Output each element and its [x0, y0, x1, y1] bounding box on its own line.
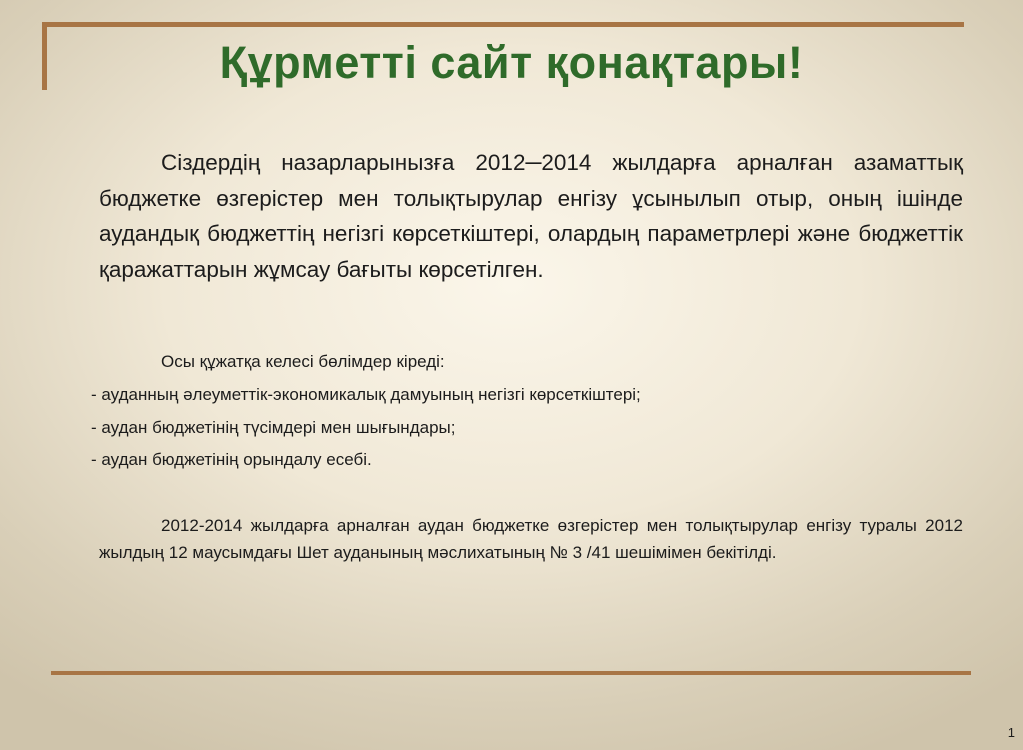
contents-heading: Осы құжатқа келесі бөлімдер кіреді:: [161, 352, 445, 371]
section-item: - аудан бюджетінің орындалу есебі.: [91, 450, 372, 469]
section-item: - аудан бюджетінің түсімдері мен шығындары;: [91, 417, 456, 437]
frame-bottom-line: [51, 671, 971, 675]
intro-paragraph: Сіздердің назарларынызға 2012─2014 жылдарға арналған азаматтық бюджетке өзгерістер мен толықтырулар енгізу ұсынылып отыр, оның ішінде аудандық бюджеттің негізгі көрсеткіштері, олардың параметрлері және бюджеттік қаражаттарын жұмсау бағыты көрсетілген.: [99, 150, 963, 282]
frame-top-line: [42, 22, 964, 27]
slide-title: Құрметті сайт қонақтары!: [219, 37, 804, 88]
page-number: 1: [1007, 725, 1015, 740]
approval-paragraph: 2012-2014 жылдарға арналған аудан бюджетке өзгерістер мен толықтырулар енгізу туралы 2012 жылдың 12 маусымдағы Шет ауданының мәслихатының № 3 /41 шешімімен бекітілді.: [99, 516, 963, 562]
section-list: [91, 384, 641, 482]
section-item: - ауданның әлеуметтік-экономикалық дамуының негізгі көрсеткіштері;: [91, 385, 641, 404]
